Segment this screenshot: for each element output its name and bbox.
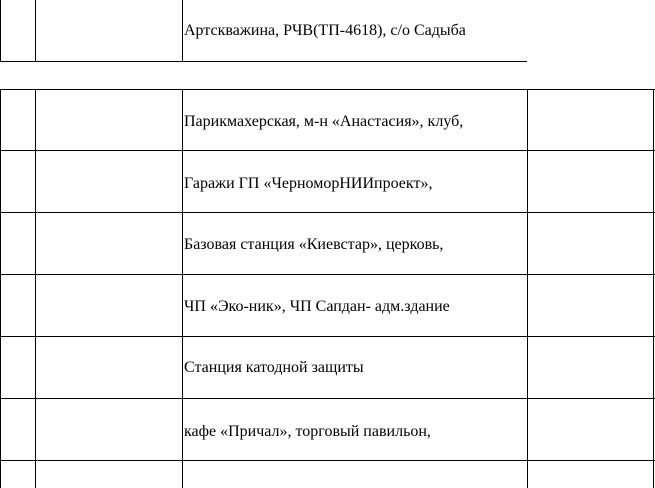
row-border bbox=[0, 212, 655, 213]
row-border bbox=[0, 460, 655, 461]
top-row-text: Артскважина, РЧВ(ТП-4618), с/о Садыба bbox=[184, 22, 466, 39]
row-border bbox=[0, 274, 655, 275]
top-table-divider-2 bbox=[182, 0, 183, 62]
table-row-text: Гаражи ГП «ЧерноморНИИпроект», bbox=[184, 175, 433, 192]
column-divider-1 bbox=[35, 89, 36, 488]
table-row-text: ЧП «Эко-ник», ЧП Сапдан- адм.здание bbox=[184, 298, 450, 315]
table-row-text: Парикмахерская, м-н «Анастасия», клуб, bbox=[184, 113, 464, 130]
table-border-left bbox=[0, 89, 1, 488]
table-top-border bbox=[0, 89, 655, 90]
table-row-text: Базовая станция «Киевстар», церковь, bbox=[184, 236, 444, 253]
column-divider-2 bbox=[182, 89, 183, 488]
table-row-text: кафе «Причал», торговый павильон, bbox=[184, 423, 431, 440]
column-divider-3 bbox=[527, 89, 528, 488]
row-border bbox=[0, 336, 655, 337]
table-row-text: Станция катодной защиты bbox=[184, 359, 364, 376]
row-border bbox=[0, 150, 655, 151]
top-table-border-left bbox=[0, 0, 1, 62]
table-border-right bbox=[653, 89, 654, 488]
row-border bbox=[0, 398, 655, 399]
top-table-divider-1 bbox=[35, 0, 36, 62]
top-table-bottom-border bbox=[0, 61, 527, 62]
